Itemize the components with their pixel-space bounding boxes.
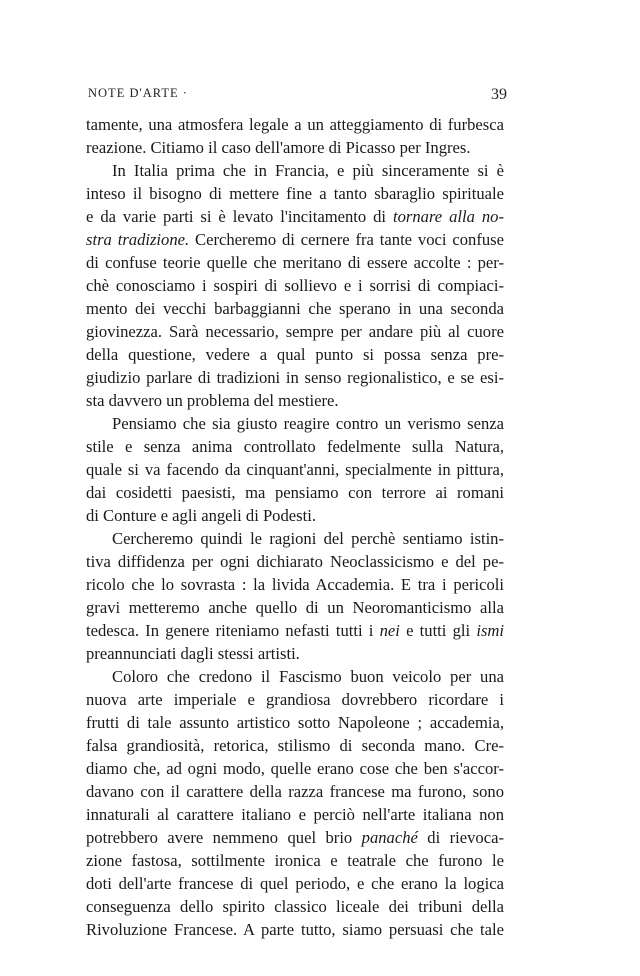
text-line <box>86 619 504 642</box>
page-number: 39 <box>491 86 507 103</box>
text-segment: di confuse teorie quelle che meritano di essere accolte : per- <box>86 253 504 272</box>
text-line <box>86 872 504 895</box>
text-segment: tedesca. In genere riteniamo nefasti tutti i <box>86 621 380 640</box>
text-line <box>86 297 504 320</box>
text-line <box>86 205 504 228</box>
text-segment: di rievoca- <box>417 828 504 847</box>
text-segment: Pensiamo che sia giusto reagire contro un verismo senza <box>112 414 504 433</box>
text-segment: Coloro che credono il Fascismo buon veicolo per una <box>112 667 504 686</box>
italic-text: stra tradizione. <box>86 230 190 249</box>
text-segment: doti dell'arte francese di quel periodo, e che erano la logica <box>86 874 504 893</box>
text-segment: nuova arte imperiale e grandiosa dovrebbero ricordare i <box>86 690 504 709</box>
text-segment: giudizio parlare di tradizioni in senso regionalistico, e se esi- <box>86 368 504 387</box>
text-segment: inteso il bisogno di mettere fine a tanto sbaraglio spirituale <box>86 184 504 203</box>
text-line <box>86 343 504 366</box>
text-line <box>86 688 504 711</box>
text-segment: zione fastosa, sottilmente ironica e teatrale che furono le <box>86 851 504 870</box>
text-segment: di Conture e agli angeli di Podesti. <box>86 506 316 525</box>
text-segment: conseguenza dello spirito classico liceale dei tribuni della <box>86 897 504 916</box>
text-segment: tiva diffidenza per ogni dichiarato Neoclassicismo e del pe- <box>86 552 504 571</box>
text-line <box>86 734 504 757</box>
text-line <box>86 182 504 205</box>
text-line <box>86 711 504 734</box>
text-line <box>86 596 504 619</box>
body-text <box>86 113 504 941</box>
text-line <box>86 826 504 849</box>
text-segment: ricolo che lo sovrasta : la livida Accademia. E tra i pericoli <box>86 575 504 594</box>
text-segment: giovinezza. Sarà necessario, sempre per andare più al cuore <box>86 322 504 341</box>
text-segment: della questione, vedere a qual punto si possa senza pre- <box>86 345 504 364</box>
text-segment: falsa grandiosità, retorica, stilismo di seconda mano. Cre- <box>86 736 504 755</box>
text-line <box>86 320 504 343</box>
text-line <box>86 573 504 596</box>
text-segment: dai cosidetti paesisti, ma pensiamo con terrore ai romani <box>86 483 504 502</box>
italic-text: tornare alla no- <box>392 207 504 226</box>
text-line <box>86 412 504 435</box>
text-segment: davano con il carattere della razza francese ma furono, sono <box>86 782 504 801</box>
text-line <box>86 780 504 803</box>
text-line <box>86 918 504 941</box>
text-segment: innaturali al carattere italiano e perciò nell'arte italiana non <box>86 805 504 824</box>
text-line <box>86 550 504 573</box>
text-segment: gravi metteremo anche quello di un Neoromanticismo alla <box>86 598 504 617</box>
text-line <box>86 458 504 481</box>
text-line <box>86 504 504 527</box>
text-segment: Rivoluzione Francese. A parte tutto, siamo persuasi che tale <box>86 920 504 939</box>
text-line <box>86 481 504 504</box>
text-line <box>86 389 504 412</box>
text-segment: Cercheremo quindi le ragioni del perchè sentiamo istin- <box>112 529 504 548</box>
text-line <box>86 642 504 665</box>
text-line <box>86 527 504 550</box>
text-segment: preannunciati dagli stessi artisti. <box>86 644 300 663</box>
text-line <box>86 435 504 458</box>
italic-text: ismi <box>476 621 504 640</box>
text-segment: chè conosciamo i sospiri di sollievo e i sorrisi di compiaci- <box>86 276 504 295</box>
text-line <box>86 113 504 136</box>
text-line <box>86 159 504 182</box>
text-line <box>86 665 504 688</box>
text-line <box>86 366 504 389</box>
text-segment: frutti di tale assunto artistico sotto Napoleone ; accademia, <box>86 713 504 732</box>
text-line <box>86 895 504 918</box>
text-segment: quale si va facendo da cinquant'anni, specialmente in pittura, <box>86 460 504 479</box>
italic-text: nei <box>379 621 400 640</box>
text-line <box>86 274 504 297</box>
text-line <box>86 251 504 274</box>
text-segment: Cercheremo di cernere fra tante voci confuse <box>189 230 504 249</box>
italic-text: panaché <box>361 828 418 847</box>
text-segment: In Italia prima che in Francia, e più sinceramente si è <box>112 161 504 180</box>
text-segment: diamo che, ad ogni modo, quelle erano cose che ben s'accor- <box>86 759 504 778</box>
text-line <box>86 803 504 826</box>
text-line <box>86 757 504 780</box>
text-segment: e tutti gli <box>399 621 477 640</box>
running-head: NOTE D'ARTE · <box>88 86 188 100</box>
text-segment: tamente, una atmosfera legale a un atteggiamento di furbesca <box>86 115 504 134</box>
text-segment: reazione. Citiamo il caso dell'amore di Picasso per Ingres. <box>86 138 471 157</box>
text-line <box>86 849 504 872</box>
text-line <box>86 228 504 251</box>
text-segment: sta davvero un problema del mestiere. <box>86 391 339 410</box>
text-segment: mento dei vecchi barbaggianni che sperano in una seconda <box>86 299 504 318</box>
text-segment: stile e senza anima controllato fedelmente sulla Natura, <box>86 437 504 456</box>
text-segment: potrebbero avere nemmeno quel brio <box>86 828 362 847</box>
text-segment: e da varie parti si è levato l'incitamento di <box>86 207 393 226</box>
text-line <box>86 136 504 159</box>
